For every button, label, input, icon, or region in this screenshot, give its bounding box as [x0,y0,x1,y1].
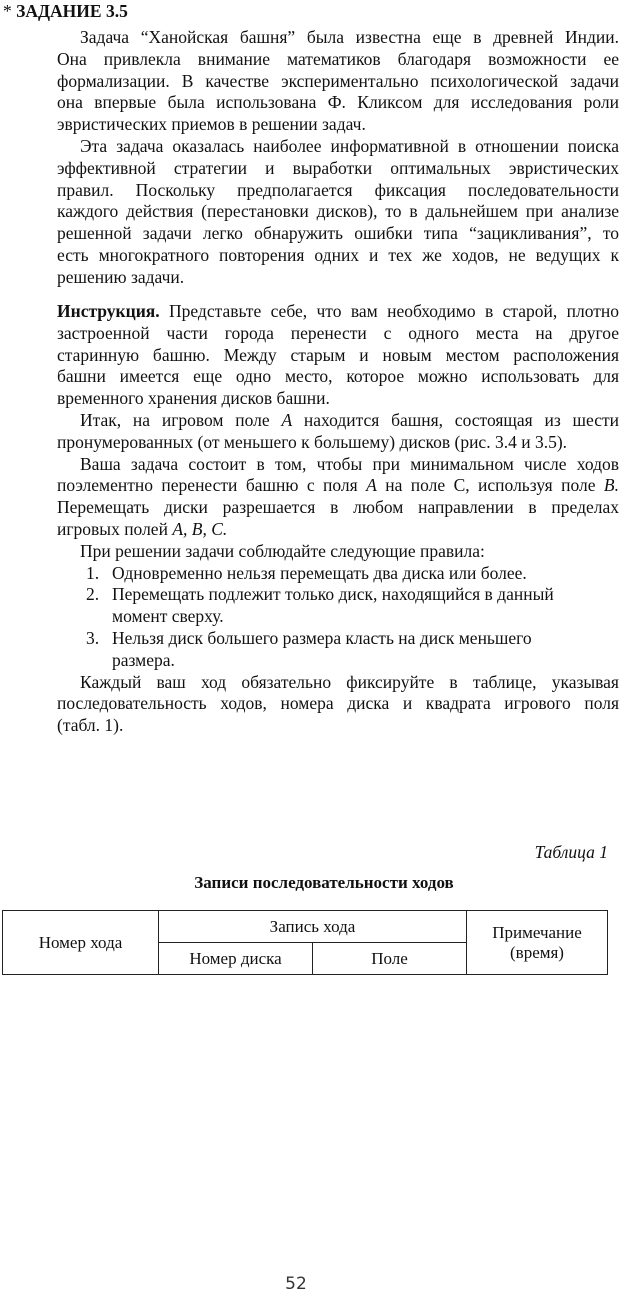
text-line: решению задачи. [57,266,185,287]
task-heading [3,0,128,22]
header-move-number: Номер хода [3,911,159,975]
text-span: Представьте себе, что вам необходимо в старой, плотно [159,301,619,321]
text-line: пронумерованных (от меньшего к большему) дисков (рис. 3.4 и 3.5). [57,431,568,452]
instruction-section [57,301,619,737]
rule-item [57,563,619,585]
text-line: Перемещать диски разрешается в любом направлении в пределах [57,497,619,518]
text-line: эффективной стратегии и выработки оптимальных эвристических [57,157,619,178]
text-line: правил. Поскольку предполагается фиксация последовательности [57,179,619,200]
text-line: (табл. 1). [57,715,124,736]
text-line: формализации. В качестве экспериментально психологической задачи [57,70,619,91]
header-disk-number: Номер диска [159,943,313,975]
intro-section [57,27,619,289]
rule-item [57,584,619,606]
instruction-label: Инструкция. [57,301,160,321]
text-span: поэлементно перенести башню с поля [57,475,367,496]
text-line: Эта задача оказалась наиболее информативной в отношении поиска [80,135,619,156]
text-line: решенной задачи легко обнаружить ошибки типа “зацикливания”, то [57,223,619,244]
moves-table [2,910,608,975]
text-line: временного хранения дисков башни. [57,388,330,409]
heading-title: ЗАДАНИЕ 3.5 [16,1,128,21]
text-span: A [366,475,377,496]
text-line: она впервые была использована Ф. Кликсом для исследования роли [57,92,619,113]
text-line: каждого действия (перестановки дисков), то в дальнейшем при анализе [57,201,619,222]
text-line [57,519,619,541]
rule-text: Нельзя диск большего размера класть на диск меньшего [112,627,532,648]
text-line: эвристических приемов в решении задач. [57,114,366,135]
header-note [467,911,608,975]
rule-number: 3. [86,627,100,648]
heading-marker: * [3,1,12,21]
rule-number: 1. [86,562,100,583]
text-line: есть многократного повторения одних и тех же ходов, не ведущих к [57,244,619,265]
header-note-line: Примечание [492,922,582,942]
text-span: на поле С, используя поле [376,475,604,496]
text-line: старинную башню. Между старым и новым местом расположения [57,344,619,365]
rule-text: размера. [112,649,175,670]
text-line: Ваша задача состоит в том, чтобы при минимальном числе ходов [80,453,619,474]
rule-number: 2. [86,584,100,605]
rule-text: момент сверху. [112,606,224,627]
rule-text: Одновременно нельзя перемещать два диска или более. [112,562,527,583]
text-span: A [281,409,293,430]
text-line [57,410,619,432]
text-line: Задача “Ханойская башня” была известна еще в древней Индии. [80,27,619,47]
header-note-line: (время) [510,942,564,962]
text-line [57,301,619,323]
text-line: Она привлекла внимание математиков благодаря возможности ее [57,48,619,69]
text-line: застроенной части города перенести с одного места на другое [57,322,619,343]
text-line: Каждый ваш ход обязательно фиксируйте в таблице, указывая [80,671,619,692]
text-span: игровых полей [57,518,173,539]
text-line [57,475,619,497]
text-line: последовательность ходов, номера диска и квадрата игрового поля [57,693,619,714]
table-caption: Таблица 1 [534,842,608,862]
text-span: Итак, на игровом поле [80,409,282,430]
table-title: Записи последовательности ходов [194,873,454,892]
rule-item [57,628,619,650]
text-span: A, B, C. [172,518,228,539]
text-span: находится башня, состоящая из шести [292,409,619,430]
text-line: башни имеется еще одно место, которое можно использовать для [57,366,619,387]
rule-text: Перемещать подлежит только диск, находящийся в данный [112,584,554,605]
header-move-record: Запись хода [159,911,467,943]
header-field: Поле [313,943,467,975]
page-number: 52 [285,1274,307,1294]
rules-intro: При решении задачи соблюдайте следующие правила: [80,540,485,561]
text-span: B. [603,475,619,496]
